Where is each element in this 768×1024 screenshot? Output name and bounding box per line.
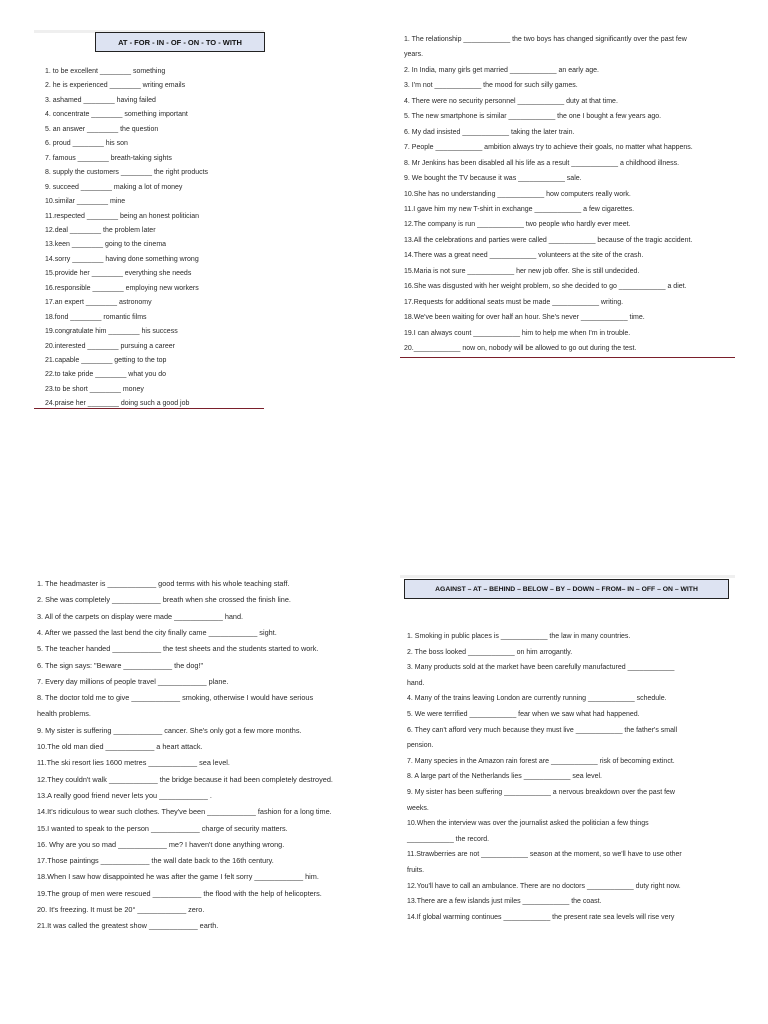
- exercise-line: 18.fond ________ romantic films: [45, 313, 147, 321]
- exercise-line: 18.When I saw how disappointed he was after the game I felt sorry ____________ him.: [37, 872, 319, 882]
- exercise-line: 9. succeed ________ making a lot of money: [45, 183, 183, 191]
- exercise-line: 18.We've been waiting for over half an hour. She's never ____________ time.: [404, 314, 645, 322]
- exercise-line: 21.It was called the greatest show ____________ earth.: [37, 921, 219, 931]
- exercise-line: 11.I gave him my new T-shirt in exchange ____________ a few cigarettes.: [404, 205, 635, 213]
- exercise-line: 11.respected ________ being an honest politician: [45, 212, 199, 220]
- exercise-line: 20. It's freezing. It must be 20° ____________ zero.: [37, 905, 205, 914]
- exercise-line: 9. My sister is suffering ____________ cancer. She's only got a few more months.: [37, 725, 302, 735]
- panel2-divider: [400, 357, 735, 358]
- exercise-line: 8. The doctor told me to give ____________ smoking, otherwise I would have serious: [37, 693, 314, 703]
- exercise-line: hand.: [407, 679, 425, 687]
- exercise-line: 16.responsible ________ employing new workers: [45, 284, 199, 292]
- exercise-line: 22.to take pride ________ what you do: [45, 371, 167, 379]
- exercise-line: 1. The headmaster is ____________ good terms with his whole teaching staff.: [37, 579, 290, 588]
- exercise-line: 20.interested ________ pursuing a career: [45, 342, 175, 350]
- exercise-line: 16.She was disgusted with her weight problem, so she decided to go ____________ a diet.: [404, 283, 687, 291]
- panel1-title: AT - FOR - IN - OF - ON - TO - WITH: [95, 32, 265, 52]
- exercise-line: 12.They couldn't walk ____________ the bridge because it had been completely destroyed.: [37, 774, 333, 784]
- exercise-line: 9. We bought the TV because it was ____________ sale.: [404, 175, 582, 183]
- exercise-line: 15.provide her ________ everything she needs: [45, 270, 192, 278]
- exercise-line: 5. The teacher handed ____________ the test sheets and the students started to work.: [37, 644, 319, 654]
- exercise-line: 10.When the interview was over the journalist asked the politician a few things: [407, 820, 649, 828]
- exercise-line: 13.There are a few islands just miles ____________ the coast.: [407, 898, 602, 906]
- exercise-line: 1. Smoking in public places is ____________ the law in many countries.: [407, 633, 631, 640]
- exercise-line: 2. In India, many girls get married ____________ an early age.: [404, 66, 599, 74]
- exercise-line: 16. Why are you so mad ____________ me? I haven't done anything wrong.: [37, 839, 285, 849]
- panel4-title: AGAINST – AT – BEHIND – BELOW – BY – DOWN – FROM– IN – OFF – ON – WITH: [404, 579, 729, 599]
- exercise-line: 5. an answer ________ the question: [45, 125, 159, 133]
- exercise-line: 4. There were no security personnel ____________ duty at that time.: [404, 97, 618, 105]
- exercise-line: health problems.: [37, 709, 91, 719]
- exercise-line: 14.There was a great need ____________ volunteers at the site of the crash.: [404, 252, 644, 260]
- exercise-line: 13.keen ________ going to the cinema: [45, 241, 167, 249]
- exercise-line: 12.The company is run ____________ two people who hardly ever meet.: [404, 221, 631, 229]
- exercise-line: 24.praise her ________ doing such a good job: [45, 400, 190, 408]
- panel4-top-shade: [400, 575, 735, 578]
- exercise-line: pension.: [407, 742, 434, 750]
- panel1-divider: [34, 408, 264, 409]
- exercise-line: 2. he is experienced ________ writing emails: [45, 82, 186, 90]
- exercise-line: 4. concentrate ________ something important: [45, 111, 188, 119]
- exercise-line: 11.The ski resort lies 1600 metres ____________ sea level.: [37, 758, 230, 768]
- exercise-line: 17.an expert ________ astronomy: [45, 299, 152, 307]
- exercise-line: 1. to be excellent ________ something: [45, 68, 166, 75]
- exercise-line: 9. My sister has been suffering ____________ a nervous breakdown over the past few: [407, 789, 675, 796]
- exercise-line: 12.deal ________ the problem later: [45, 226, 156, 234]
- exercise-line: 20.____________ now on, nobody will be allowed to go out during the test.: [404, 345, 637, 352]
- exercise-line: 19.The group of men were rescued ____________ the flood with the help of helicopters.: [37, 888, 322, 898]
- exercise-line: 3. Many products sold at the market have been carefully manufactured ____________: [407, 664, 675, 672]
- exercise-line: 19.I can always count ____________ him to help me when I'm in trouble.: [404, 329, 631, 337]
- exercise-line: 2. The boss looked ____________ on him arrogantly.: [407, 648, 573, 656]
- exercise-line: 1. The relationship ____________ the two boys has changed significantly over the past few: [404, 36, 687, 43]
- exercise-line: weeks.: [407, 804, 429, 812]
- exercise-line: 14.It's ridiculous to wear such clothes. They've been ____________ fashion for a long time.: [37, 807, 332, 817]
- exercise-line: 5. We were terrified ____________ fear when we saw what had happened.: [407, 711, 640, 718]
- exercise-line: 23.to be short ________ money: [45, 385, 144, 393]
- exercise-line: 21.capable ________ getting to the top: [45, 357, 167, 364]
- exercise-line: 3. ashamed ________ having failed: [45, 96, 156, 104]
- exercise-line: 8. Mr Jenkins has been disabled all his life as a result ____________ a childhood illness.: [404, 159, 680, 167]
- exercise-line: 4. After we passed the last bend the city finally came ____________ sight.: [37, 627, 277, 637]
- exercise-line: 17.Those paintings ____________ the wall date back to the 16th century.: [37, 856, 274, 866]
- exercise-line: 5. The new smartphone is similar ____________ the one I bought a few years ago.: [404, 113, 662, 121]
- exercise-line: 2. She was completely ____________ breath when she crossed the finish line.: [37, 595, 291, 605]
- exercise-line: 17.Requests for additional seats must be made ____________ writing.: [404, 298, 624, 306]
- exercise-line: 14.If global warming continues ____________ the present rate sea levels will rise very: [407, 913, 675, 921]
- exercise-line: 3. I'm not ____________ the mood for such silly games.: [404, 82, 578, 90]
- exercise-line: 7. Every day millions of people travel ____________ plane.: [37, 676, 229, 686]
- exercise-line: 8. supply the customers ________ the right products: [45, 169, 209, 177]
- exercise-line: 12.You'll have to call an ambulance. There are no doctors ____________ duty right now.: [407, 882, 681, 890]
- exercise-line: 13.All the celebrations and parties were called ____________ because of the tragic accident.: [404, 236, 693, 244]
- exercise-line: 10.The old man died ____________ a heart attack.: [37, 742, 203, 751]
- exercise-line: 11.Strawberries are not ____________ season at the moment, so we'll have to use other: [407, 851, 682, 859]
- exercise-line: 4. Many of the trains leaving London are currently running ____________ schedule.: [407, 695, 667, 703]
- exercise-line: 15.I wanted to speak to the person ____________ charge of security matters.: [37, 823, 288, 833]
- exercise-line: 6. My dad insisted ____________ taking the later train.: [404, 128, 575, 136]
- exercise-line: ____________ the record.: [407, 835, 490, 843]
- exercise-line: 6. proud ________ his son: [45, 140, 128, 148]
- exercise-line: 10.similar ________ mine: [45, 198, 126, 206]
- exercise-line: 8. A large part of the Netherlands lies ____________ sea level.: [407, 773, 602, 781]
- exercise-line: 6. They can't afford very much because they must live ____________ the father's small: [407, 726, 678, 734]
- exercise-line: 14.sorry ________ having done something wrong: [45, 255, 199, 263]
- exercise-line: 6. The sign says: "Beware ____________ the dog!": [37, 660, 204, 670]
- exercise-line: fruits.: [407, 867, 425, 874]
- exercise-line: 13.A really good friend never lets you ____________ .: [37, 790, 212, 800]
- exercise-line: 7. famous ________ breath-taking sights: [45, 154, 172, 162]
- exercise-line: years.: [404, 51, 424, 59]
- exercise-line: 10.She has no understanding ____________ how computers really work.: [404, 190, 631, 198]
- exercise-line: 15.Maria is not sure ____________ her new job offer. She is still undecided.: [404, 267, 640, 275]
- exercise-line: 7. People ____________ ambition always try to achieve their goals, no matter what happens.: [404, 144, 693, 152]
- exercise-line: 7. Many species in the Amazon rain forest are ____________ risk of becoming extinct.: [407, 757, 675, 765]
- exercise-line: 3. All of the carpets on display were made ____________ hand.: [37, 611, 244, 621]
- exercise-line: 19.congratulate him ________ his success: [45, 328, 178, 336]
